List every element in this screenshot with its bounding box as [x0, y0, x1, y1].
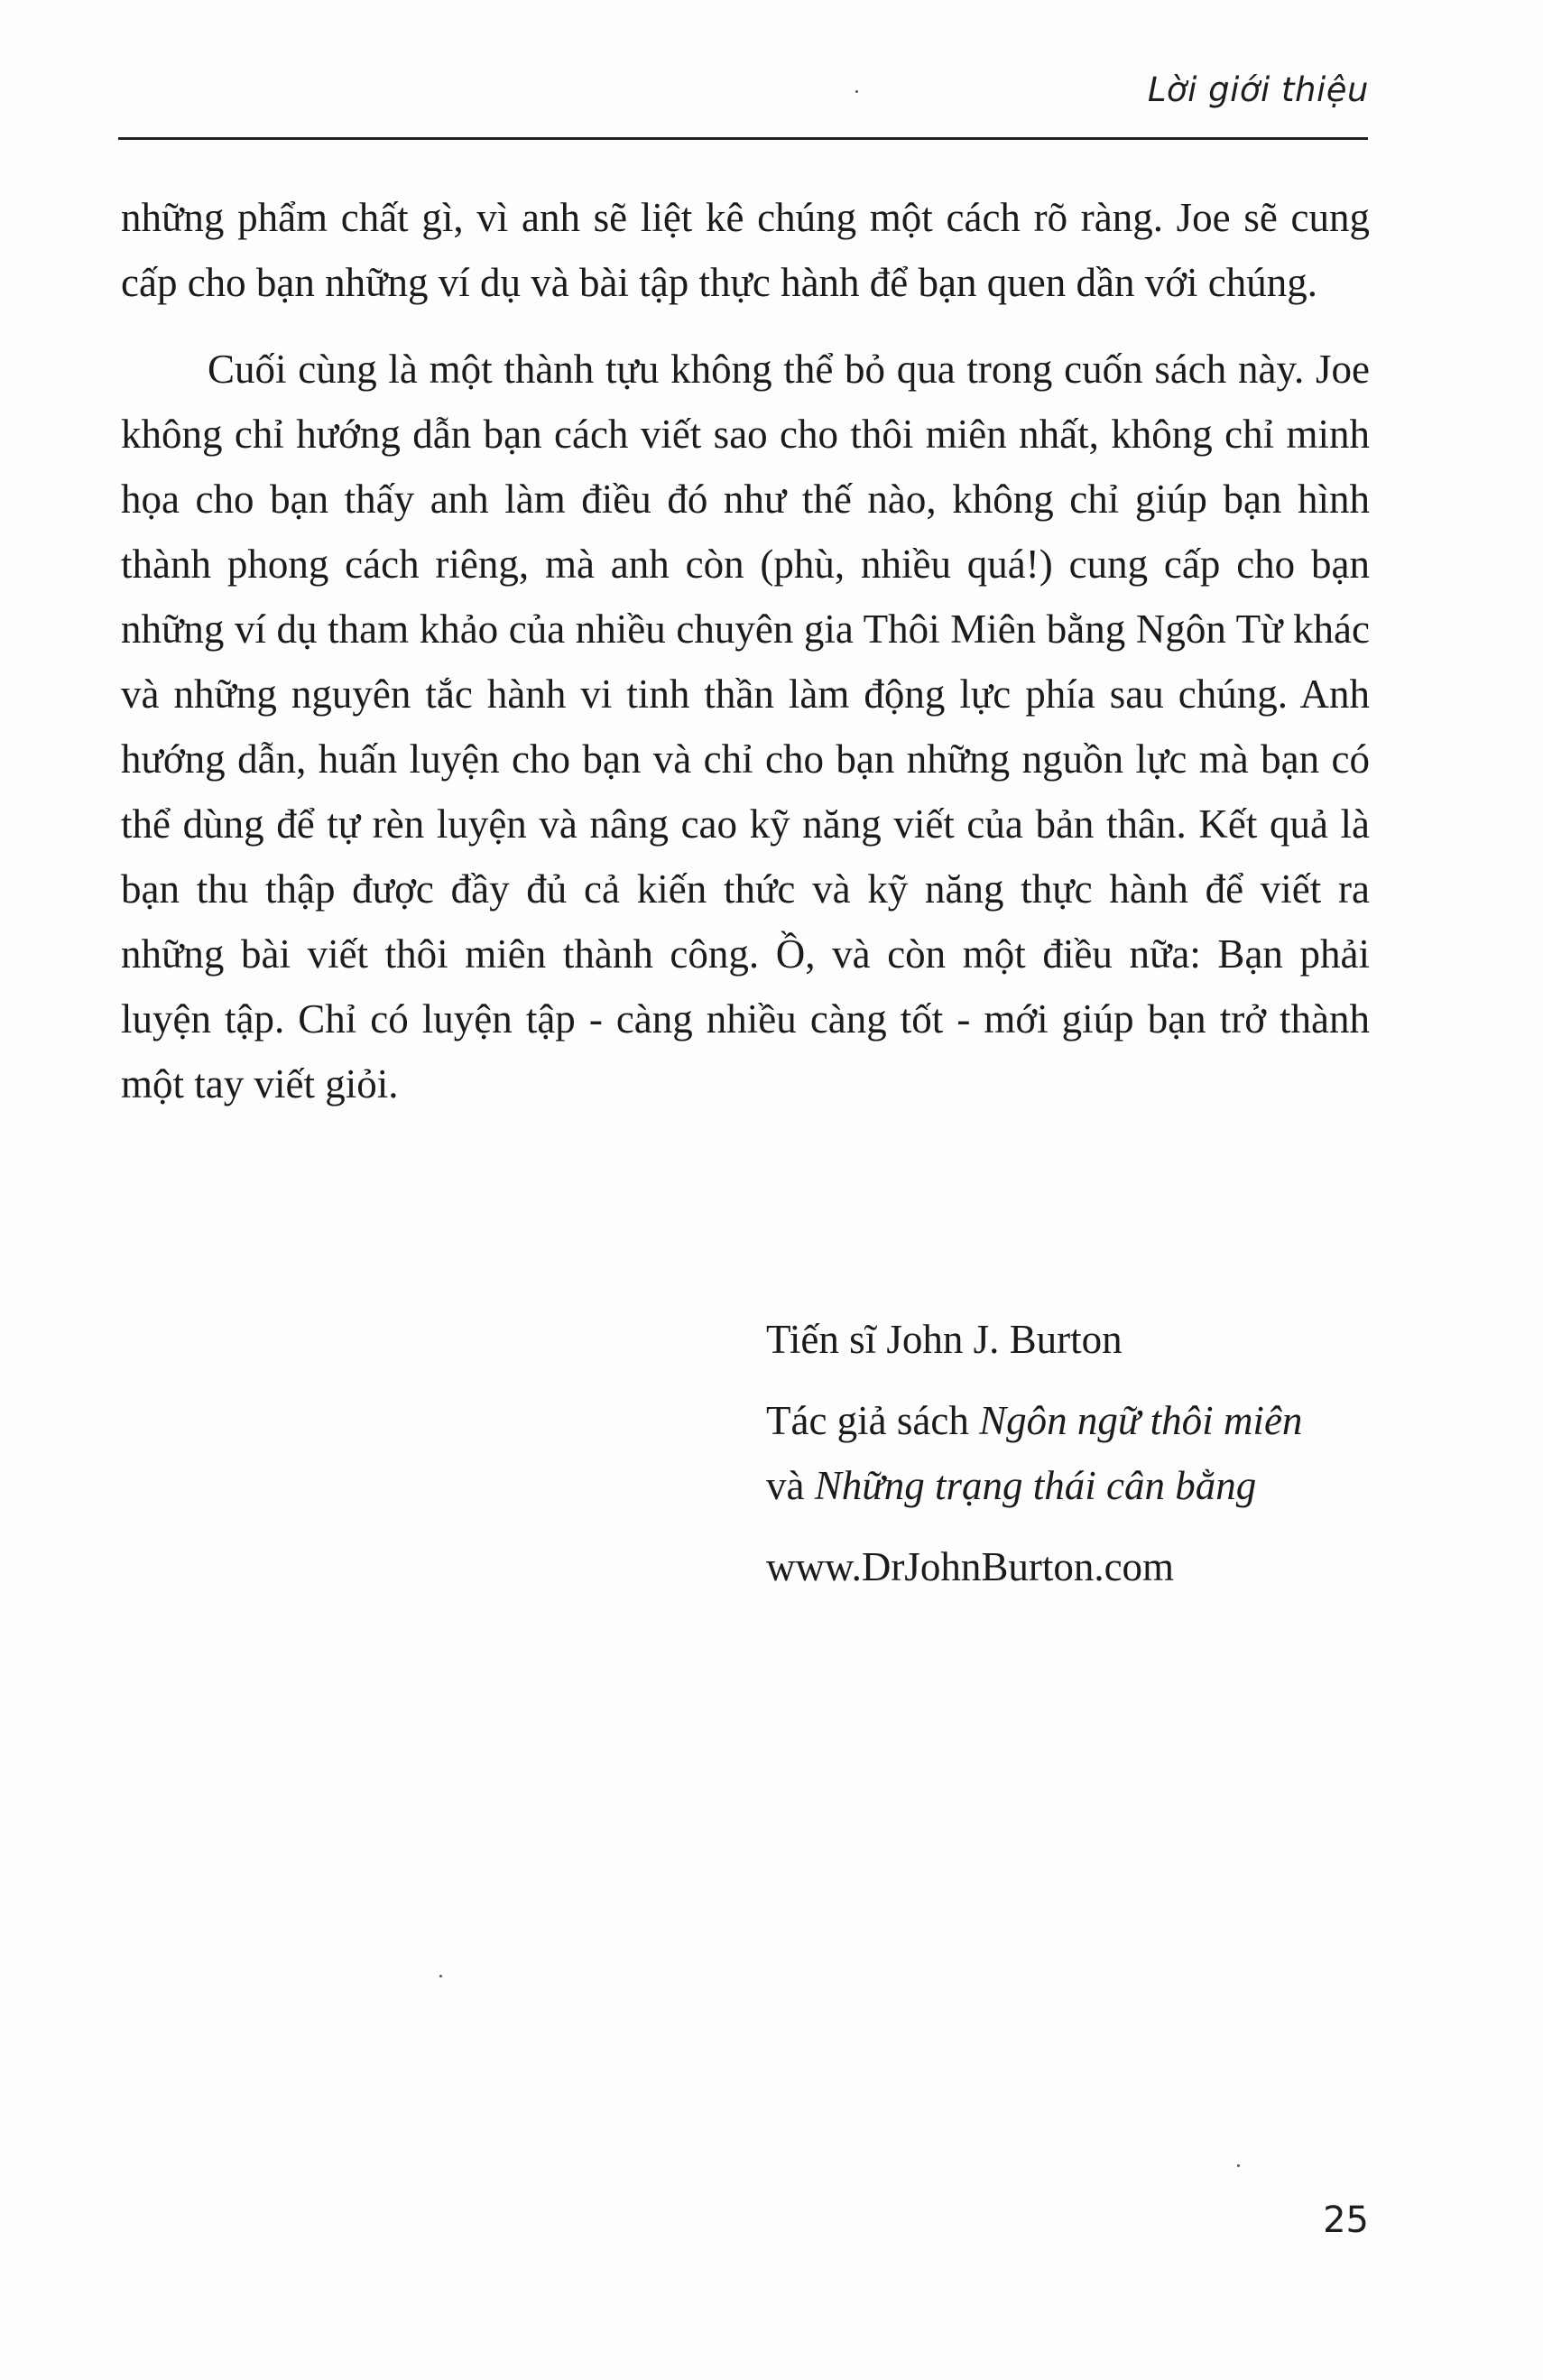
paragraph-continuation: những phẩm chất gì, vì anh sẽ liệt kê chúng một cách rõ ràng. Joe sẽ cung cấp cho bạn những ví dụ và bài tập thực hành để bạn quen dần với chúng.	[121, 195, 1370, 305]
book-title-2: Những trạng thái cân bằng	[814, 1463, 1257, 1508]
body-text	[121, 185, 1370, 1116]
author-name: Tiến sĩ John J. Burton	[766, 1317, 1123, 1362]
book-title-1: Ngôn ngữ thôi miên	[979, 1398, 1303, 1443]
running-header: Lời giới thiệu	[1147, 70, 1369, 109]
scan-speck	[439, 1975, 442, 1977]
author-credit-conjunction: và	[766, 1463, 815, 1508]
author-credit-line-2	[766, 1453, 1302, 1518]
header-rule	[118, 137, 1368, 140]
signature-block	[766, 1307, 1302, 1599]
author-credit-prefix: Tác giả sách	[766, 1398, 980, 1443]
author-website: www.DrJohnBurton.com	[766, 1544, 1175, 1589]
scan-speck	[855, 90, 858, 93]
scan-speck	[1237, 2164, 1240, 2167]
page-number: 25	[1323, 2199, 1369, 2241]
paragraph-main: Cuối cùng là một thành tựu không thể bỏ qua trong cuốn sách này. Joe không chỉ hướng dẫn bạn cách viết sao cho thôi miên nhất, không chỉ minh họa cho bạn thấy anh làm điều đó như thế nào, không chỉ giúp bạn hình thành phong cách riêng, mà anh còn (phù, nhiều quá!) cung cấp cho bạn những ví dụ tham khảo của nhiều chuyên gia Thôi Miên bằng Ngôn Từ khác và những nguyên tắc hành vi tinh thần làm động lực phía sau chúng. Anh hướng dẫn, huấn luyện cho bạn và chỉ cho bạn những nguồn lực mà bạn có thể dùng để tự rèn luyện và nâng cao kỹ năng viết của bản thân. Kết quả là bạn thu thập được đầy đủ cả kiến thức và kỹ năng thực hành để viết ra những bài viết thôi miên thành công. Ồ, và còn một điều nữa: Bạn phải luyện tập. Chỉ có luyện tập - càng nhiều càng tốt - mới giúp bạn trở thành một tay viết giỏi.	[121, 347, 1370, 1107]
author-credit-line-1	[766, 1388, 1302, 1453]
